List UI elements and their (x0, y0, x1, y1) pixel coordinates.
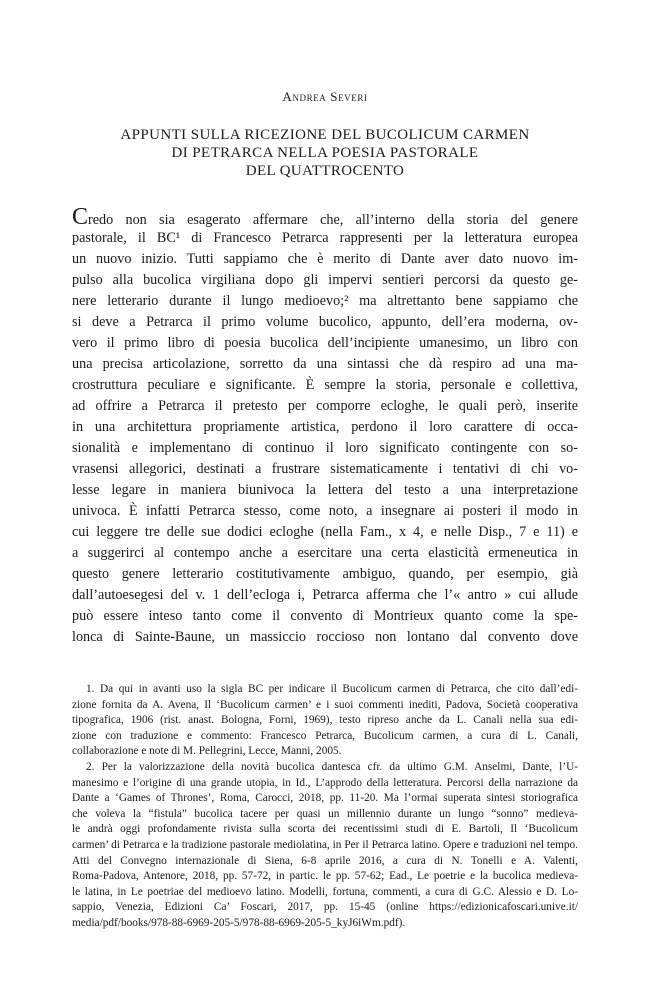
footnote-line: le latina, in Le poetriae del medioevo latino. Modelli, fortuna, commenti, a cura di G.C. Alessio e D. Lo- (72, 885, 578, 898)
body-line: lonca di Sainte-Baune, un massiccio roccioso non lontano dal convento dove (72, 629, 578, 645)
footnote-line: zione fornita da A. Avena, Il ‘Bucolicum carmen’ e i suoi commenti inediti, Padova, Società cooperativa (72, 698, 578, 711)
footnote-line: Atti del Convegno internazionale di Siena, 6-8 aprile 2016, a cura di N. Tonelli e A. Valenti, (72, 854, 578, 867)
drop-cap: C (72, 204, 89, 230)
footnote-line: le andrà oggi profondamente rivista sulla scorta dei recentissimi studi di E. Bartoli, Il ‘Bucolicum (72, 823, 578, 836)
body-line: un nuovo inizio. Tutti sappiamo che è merito di Dante aver dato nuovo im- (72, 251, 578, 267)
footnote-line: tipografica, 1906 (rist. anast. Bologna, Forni, 1969), testo ripreso anche da L. Canali nella sua edi- (72, 714, 578, 727)
body-line: questo genere letterario costitutivamente ambiguo, quando, per esempio, già (72, 566, 578, 582)
body-line: ad offrire a Petrarca il pretesto per comporre ecloghe, le quali però, inserite (72, 398, 578, 414)
footnote-line: Roma-Padova, Antenore, 2018, pp. 57-72, in partic. le pp. 57-62; Ead., Le poetrie e la bucolica medieva- (72, 870, 578, 883)
footnote-line: Dante a ‘Games of Thrones’, Roma, Carocci, 2018, pp. 11-20. Ma l’ormai superata sintesi storiografica (72, 792, 578, 805)
body-line: sionalità e implementano di continuo il loro significato contingente con so- (72, 440, 578, 456)
footnotes (72, 682, 578, 932)
author-name: Andrea Severi (282, 89, 368, 104)
body-line: crostruttura peculiare e significante. È sempre la storia, personale e collettiva, (72, 377, 578, 393)
footnote-line: 1. Da qui in avanti uso la sigla BC per indicare il Bucolicum carmen di Petrarca, che cito dall’edi- (86, 683, 578, 695)
body-line: può essere inteso tanto come il convento di Montrieux quanto come la spe- (72, 608, 578, 624)
body-line: vrasensi allegorici, destinati a frustrare sistematicamente i tentativi di chi vo- (72, 461, 578, 477)
body-line-rest: redo non sia esagerato affermare che, all’interno della storia del genere (88, 212, 578, 228)
article-title (60, 126, 590, 180)
body-line: lesse legare in maniera biunivoca la lettera del testo a una interpretazione (72, 482, 578, 498)
footnote-line: 2. Per la valorizzazione della novità bucolica dantesca cfr. da ultimo G.M. Anselmi, Dante, l’U- (86, 760, 578, 773)
footnote-line: collaborazione e note di M. Pellegrini, Lecce, Manni, 2005. (72, 745, 342, 758)
footnote-line: manesimo e l’origine di una grande utopia, in Id., L’approdo della letteratura. Percorsi della narrazione da (72, 776, 578, 789)
body-line: pulso alla bucolica virgiliana dopo gli impervi sentieri percorsi da questo ge- (72, 272, 578, 288)
body-line: univoca. È infatti Petrarca stesso, come noto, a insegnare ai posteri il modo in (72, 503, 578, 519)
body-line: cui leggere tre delle sue dodici ecloghe (nella Fam., x 4, e nelle Disp., 7 e 11) e (72, 524, 578, 540)
body-line: si deve a Petrarca il primo volume bucolico, appunto, dell’era moderna, ov- (72, 314, 578, 330)
footnote-line: carmen’ di Petrarca e la tradizione pastorale mediolatina, in Per il Petrarca latino. Opere e traduzioni nel tempo. (72, 838, 578, 851)
body-line: in una architettura propriamente artistica, perdono il loro carattere di occa- (72, 419, 578, 435)
title-line: APPUNTI SULLA RICEZIONE DEL BUCOLICUM CARMEN (120, 127, 530, 143)
footnote-line: sappio, Venezia, Edizioni Ca’ Foscari, 2017, pp. 15-45 (online https://edizionicafoscari.unive.it/ (72, 901, 578, 914)
body-line: nere letterario durante il lungo medioevo;² ma altrettanto bene sappiamo che (72, 293, 578, 309)
body-line: vero il primo libro di poesia bucolica dell’incipiente umanesimo, un libro con (72, 335, 578, 351)
body-line: a suggerirci al contempo anche a esercitare una certa elasticità ermeneutica in (72, 545, 578, 561)
footnote-line: media/pdf/books/978-88-6969-205-5/978-88-6969-205-5_kyJ6iWm.pdf). (72, 916, 406, 929)
footnote-line: zione con traduzione e commento: Francesco Petrarca, Bucolicum carmen, a cura di L. Canali, (72, 729, 578, 742)
title-line: DEL QUATTROCENTO (245, 163, 405, 179)
body-line: dall’autoesegesi del v. 1 dell’ecloga i, Petrarca afferma che l’« antro » cui allude (72, 587, 578, 603)
title-line: DI PETRARCA NELLA POESIA PASTORALE (171, 145, 479, 161)
body-line: pastorale, il BC¹ di Francesco Petrarca rappresenti per la letteratura europea (72, 230, 578, 246)
body-line: una precisa articolazione, sorretto da una sintassi che dà respiro ad una ma- (72, 356, 578, 372)
body-text (72, 204, 578, 648)
footnote-line: che voleva la “fistula” bucolica tacere per quasi un millennio durante un lungo “sonno” medieva- (72, 807, 578, 820)
body-line-first (72, 204, 578, 230)
